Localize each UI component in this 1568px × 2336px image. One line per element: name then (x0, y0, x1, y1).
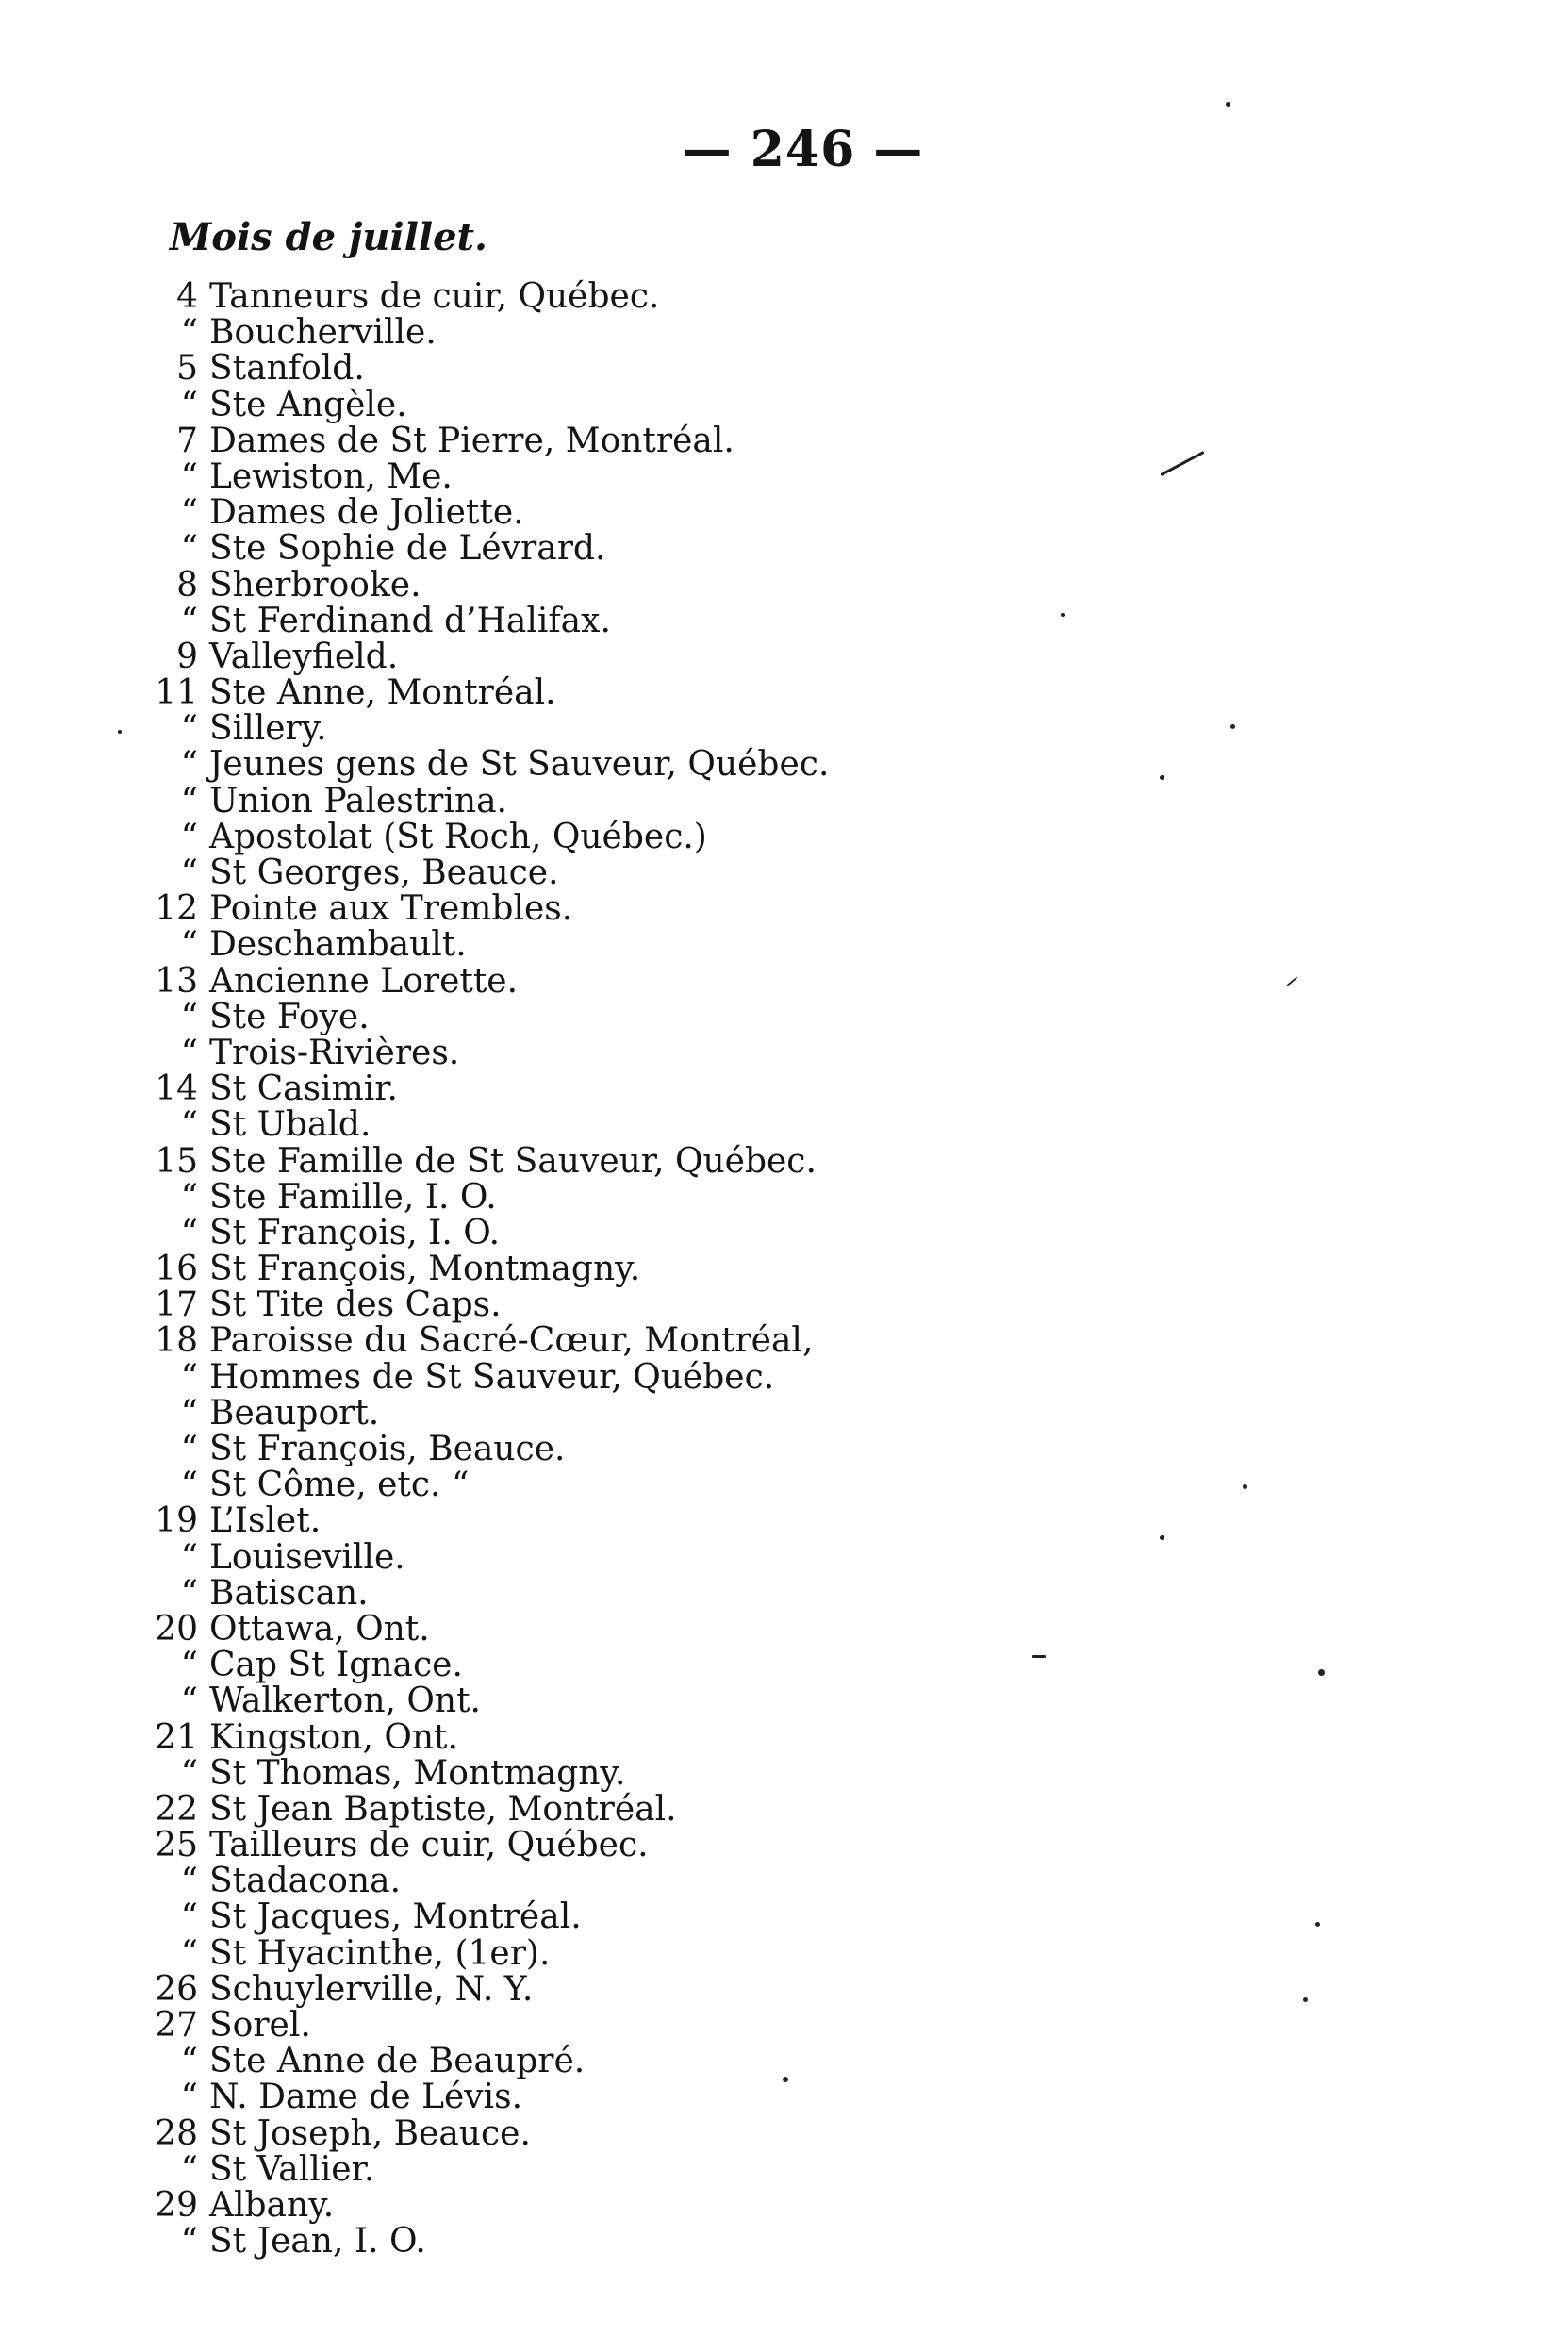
entry-text: Lewiston, Me. (209, 456, 453, 496)
entry-text: St Casimir. (209, 1069, 398, 1109)
entry-day: “ (180, 2078, 198, 2117)
entry-text: Dames de St Pierre, Montréal. (209, 421, 734, 460)
calendar-entry (141, 747, 829, 783)
entry-day: 12 (155, 889, 198, 929)
entry-day: “ (180, 817, 198, 856)
entry-day: 18 (155, 1321, 198, 1361)
calendar-entry (141, 1071, 829, 1107)
calendar-entry (141, 1683, 829, 1719)
calendar-entry (141, 1717, 829, 1757)
calendar-entry (141, 2185, 829, 2225)
calendar-entry (141, 1609, 829, 1648)
calendar-entry (141, 927, 829, 963)
entry-day: “ (180, 1753, 198, 1793)
calendar-entry (141, 423, 829, 459)
scan-speck (1160, 451, 1204, 476)
entry-day: 21 (155, 1717, 198, 1757)
calendar-entry (141, 1537, 829, 1577)
entry-day: 22 (155, 1789, 198, 1829)
entry-text: Cap St Ignace. (209, 1646, 463, 1685)
calendar-entry (141, 2149, 829, 2189)
entry-text: Ste Famille, I. O. (209, 1177, 497, 1217)
calendar-entry (141, 961, 829, 1001)
entry-day: “ (180, 1393, 198, 1433)
calendar-entry (141, 817, 829, 856)
entry-text: Ste Foye. (209, 997, 370, 1036)
entry-day: “ (180, 1105, 198, 1145)
entry-text: Union Palestrina. (209, 781, 507, 820)
entry-day: 19 (155, 1501, 198, 1541)
entry-text: St Ubald. (209, 1105, 371, 1145)
entry-text: St François, Beauce. (209, 1430, 566, 1468)
entry-text: Albany. (209, 2185, 335, 2225)
entry-day: 16 (155, 1250, 198, 1289)
calendar-entry (141, 1357, 829, 1397)
calendar-entry (141, 1251, 829, 1287)
calendar-entry (141, 351, 829, 387)
calendar-entry (141, 456, 829, 496)
entry-day: “ (180, 2222, 198, 2261)
entry-text: St Tite des Caps. (209, 1285, 502, 1325)
scan-speck (1160, 1535, 1164, 1540)
entry-text: Tanneurs de cuir, Québec. (209, 277, 660, 316)
entry-day: “ (180, 1646, 198, 1685)
calendar-entry (141, 1899, 829, 1935)
entry-day: 28 (155, 2113, 198, 2153)
calendar-entry (141, 2113, 829, 2153)
entry-text: Paroisse du Sacré-Cœur, Montréal, (209, 1321, 814, 1361)
calendar-entry (141, 997, 829, 1036)
calendar-entry (141, 1467, 829, 1503)
scan-speck (1230, 724, 1235, 729)
entry-day: 13 (155, 961, 198, 1001)
scan-speck (1032, 1655, 1046, 1658)
calendar-entry-list (141, 279, 829, 2260)
entry-text: Louiseville. (209, 1537, 405, 1577)
calendar-entry (141, 2008, 829, 2044)
calendar-entry (141, 1573, 829, 1613)
scan-speck (1061, 613, 1065, 617)
entry-text: St Thomas, Montmagny. (209, 1753, 626, 1793)
calendar-entry (141, 2044, 829, 2079)
entry-text: Tailleurs de cuir, Québec. (209, 1826, 649, 1865)
entry-text: Ste Anne, Montréal. (209, 673, 556, 713)
entry-text: Sillery. (209, 709, 327, 749)
entry-text: St Jean Baptiste, Montréal. (209, 1789, 677, 1829)
entry-text: St Ferdinand d’Halifax. (209, 601, 611, 640)
calendar-entry (141, 385, 829, 424)
entry-text: St Joseph, Beauce. (209, 2113, 531, 2153)
calendar-entry (141, 495, 829, 531)
entry-day: 17 (155, 1285, 198, 1325)
entry-day: 14 (155, 1069, 198, 1109)
calendar-entry (141, 855, 829, 891)
calendar-entry (141, 1789, 829, 1829)
entry-day: “ (180, 853, 198, 892)
calendar-entry (141, 639, 829, 675)
entry-text: Jeunes gens de St Sauveur, Québec. (209, 745, 830, 785)
scan-speck (1315, 1922, 1320, 1927)
scan-speck (1243, 1484, 1247, 1489)
entry-day: “ (180, 709, 198, 749)
entry-day: “ (180, 1682, 198, 1721)
scan-speck (1285, 976, 1298, 987)
entry-day: 5 (176, 349, 198, 389)
entry-text: Dames de Joliette. (209, 493, 524, 533)
entry-text: Ste Angèle. (209, 385, 407, 424)
entry-text: Sorel. (209, 2006, 311, 2045)
entry-day: “ (180, 2149, 198, 2189)
entry-text: Deschambault. (209, 925, 467, 965)
entry-text: Pointe aux Trembles. (209, 889, 573, 929)
entry-text: Ottawa, Ont. (209, 1609, 430, 1648)
calendar-entry (141, 1969, 829, 2009)
scan-speck (1303, 1997, 1308, 2002)
calendar-entry (141, 1177, 829, 1217)
calendar-entry (141, 1432, 829, 1467)
entry-text: Valleyfield. (209, 637, 399, 676)
calendar-entry (141, 1648, 829, 1683)
scan-speck (1160, 775, 1164, 780)
entry-day: 29 (155, 2185, 198, 2225)
entry-day: “ (180, 1862, 198, 1901)
entry-text: Ste Anne de Beaupré. (209, 2042, 586, 2081)
entry-text: Beauport. (209, 1393, 380, 1433)
entry-text: Walkerton, Ont. (209, 1682, 481, 1721)
entry-text: Hommes de St Sauveur, Québec. (209, 1357, 775, 1397)
calendar-entry (141, 891, 829, 927)
entry-day: “ (180, 1213, 198, 1252)
entry-day: “ (180, 1357, 198, 1397)
section-title: Mois de juillet. (170, 215, 487, 259)
calendar-entry (141, 565, 829, 605)
entry-day: “ (180, 493, 198, 533)
entry-text: Apostolat (St Roch, Québec.) (209, 817, 707, 856)
entry-text: St François, Montmagny. (209, 1250, 641, 1289)
entry-text: St Hyacinthe, (1er). (209, 1933, 551, 1973)
entry-day: “ (180, 781, 198, 820)
entry-day: 11 (155, 673, 198, 713)
scan-speck (783, 2077, 788, 2082)
entry-text: Stadacona. (209, 1862, 402, 1901)
calendar-entry (141, 1035, 829, 1071)
calendar-entry (141, 675, 829, 711)
entry-day: “ (180, 1537, 198, 1577)
calendar-entry (141, 1753, 829, 1793)
calendar-entry (141, 1864, 829, 1899)
entry-day: 8 (176, 565, 198, 605)
scan-speck (1226, 102, 1230, 107)
entry-text: Boucherville. (209, 313, 437, 353)
entry-text: Ancienne Lorette. (209, 961, 519, 1001)
entry-text: Ste Famille de St Sauveur, Québec. (209, 1141, 817, 1181)
calendar-entry (141, 1287, 829, 1323)
entry-day: “ (180, 601, 198, 640)
entry-day: “ (180, 456, 198, 496)
calendar-entry (141, 1393, 829, 1433)
scan-speck (118, 730, 122, 734)
page-number: — 246 — (682, 121, 924, 178)
calendar-entry (141, 1828, 829, 1864)
entry-day: 9 (176, 637, 198, 676)
entry-day: “ (180, 1466, 198, 1505)
entry-text: St Côme, etc. “ (209, 1466, 470, 1505)
entry-day: 7 (176, 421, 198, 460)
entry-text: Batiscan. (209, 1573, 369, 1613)
entry-day: “ (180, 1933, 198, 1973)
calendar-entry (141, 1141, 829, 1181)
entry-day: 20 (155, 1609, 198, 1648)
calendar-entry (141, 711, 829, 747)
entry-text: Trois-Rivières. (209, 1033, 460, 1072)
calendar-entry (141, 601, 829, 640)
entry-text: L’Islet. (209, 1501, 322, 1541)
entry-day: 15 (155, 1141, 198, 1181)
entry-text: St Jacques, Montréal. (209, 1897, 582, 1937)
entry-day: 27 (155, 2006, 198, 2045)
entry-day: “ (180, 1177, 198, 1217)
entry-day: “ (180, 529, 198, 569)
entry-day: “ (180, 1573, 198, 1613)
calendar-entry (141, 1107, 829, 1143)
calendar-entry (141, 1323, 829, 1359)
entry-day: 25 (155, 1826, 198, 1865)
entry-day: 4 (176, 277, 198, 316)
entry-day: 26 (155, 1969, 198, 2009)
calendar-entry (141, 531, 829, 567)
entry-day: “ (180, 925, 198, 965)
entry-text: Stanfold. (209, 349, 365, 389)
entry-day: “ (180, 1430, 198, 1468)
scan-speck (1318, 1669, 1325, 1676)
entry-text: Schuylerville, N. Y. (209, 1969, 534, 2009)
entry-text: St Vallier. (209, 2149, 375, 2189)
entry-text: St François, I. O. (209, 1213, 501, 1252)
entry-text: Kingston, Ont. (209, 1717, 458, 1757)
entry-day: “ (180, 997, 198, 1036)
calendar-entry (141, 279, 829, 315)
entry-text: N. Dame de Lévis. (209, 2078, 523, 2117)
entry-day: “ (180, 1897, 198, 1937)
entry-day: “ (180, 1033, 198, 1072)
calendar-entry (141, 1213, 829, 1252)
entry-text: St Georges, Beauce. (209, 853, 559, 892)
entry-day: “ (180, 385, 198, 424)
entry-text: St Jean, I. O. (209, 2222, 426, 2261)
entry-day: “ (180, 313, 198, 353)
calendar-entry (141, 1933, 829, 1973)
calendar-entry (141, 2224, 829, 2260)
calendar-entry (141, 781, 829, 820)
entry-day: “ (180, 2042, 198, 2081)
entry-day: “ (180, 745, 198, 785)
entry-text: Sherbrooke. (209, 565, 421, 605)
calendar-entry (141, 315, 829, 351)
calendar-entry (141, 1503, 829, 1539)
entry-text: Ste Sophie de Lévrard. (209, 529, 606, 569)
calendar-entry (141, 2079, 829, 2115)
